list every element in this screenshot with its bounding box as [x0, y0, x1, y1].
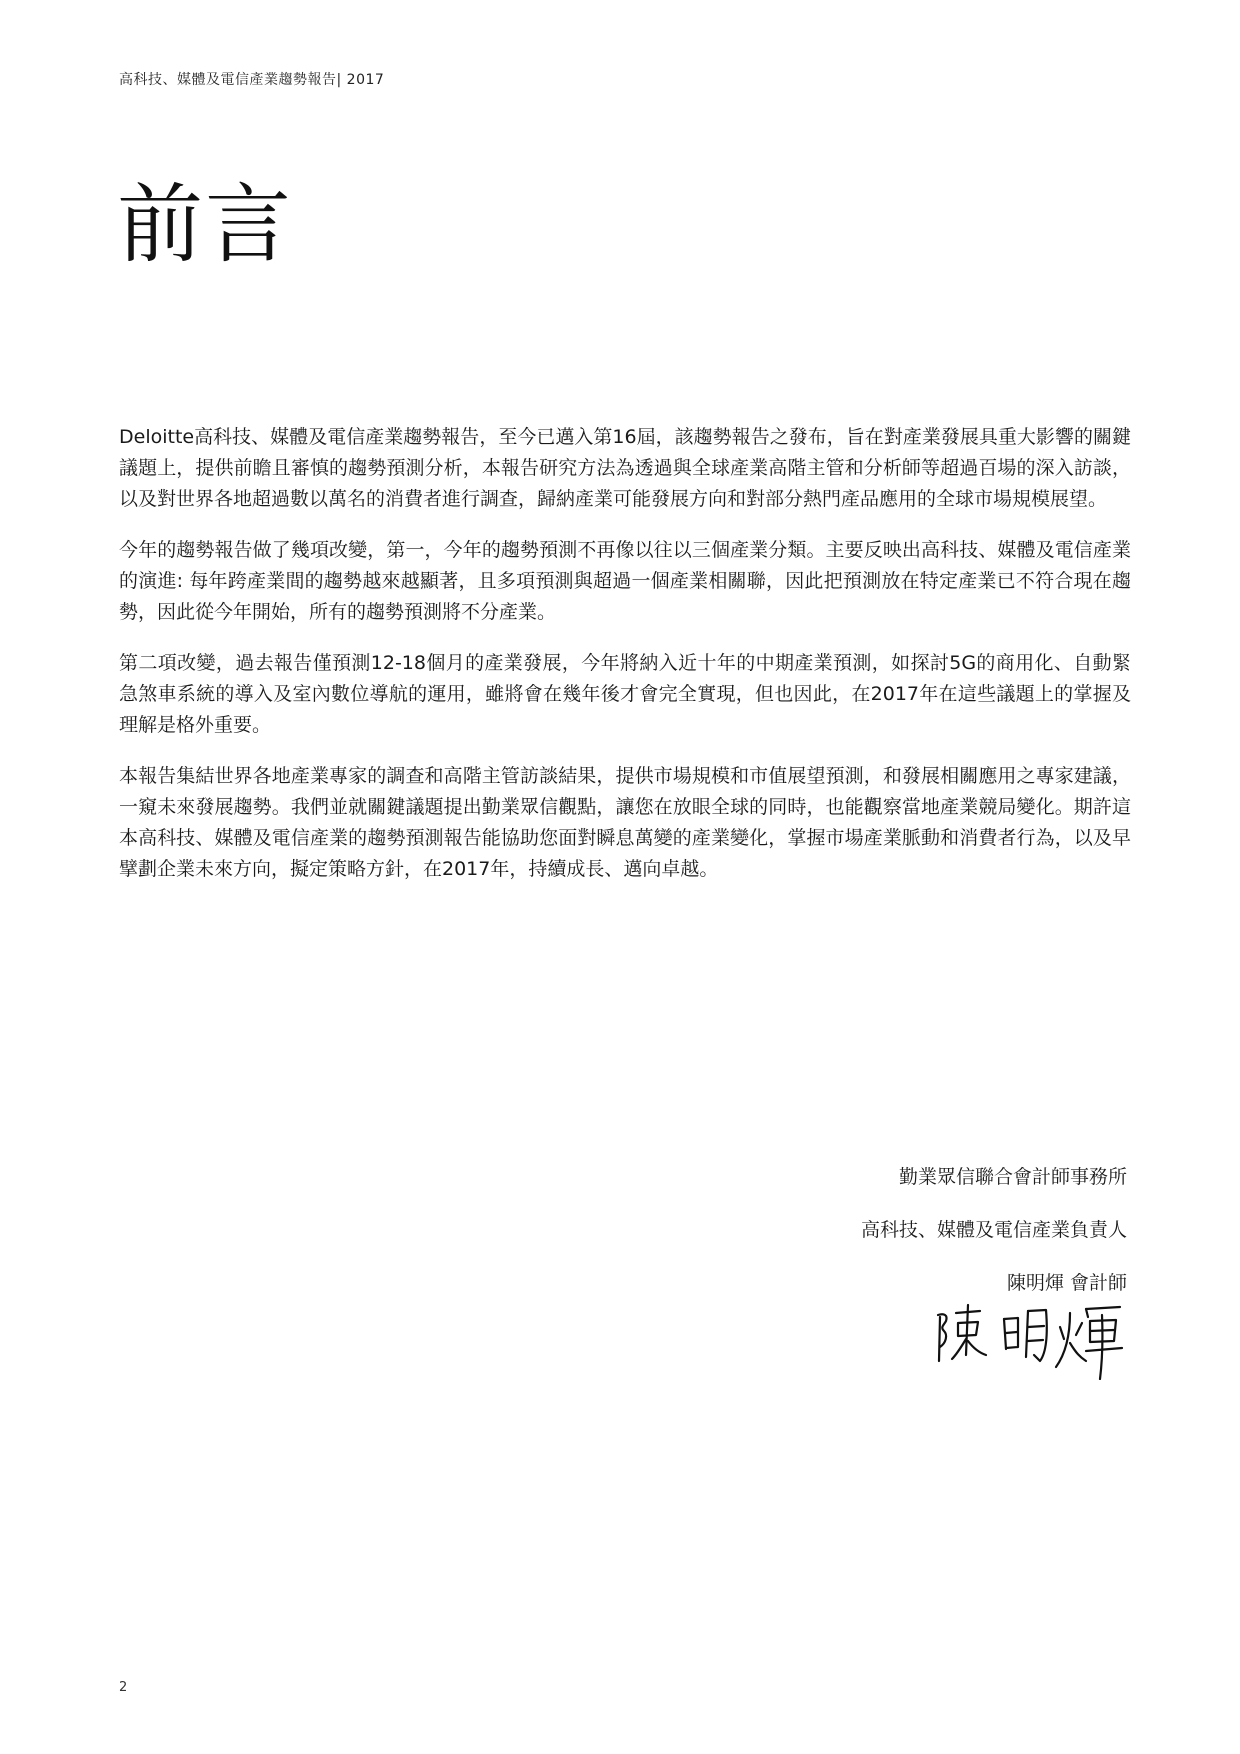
signatory-role: 高科技、媒體及電信產業負責人	[860, 1219, 1127, 1241]
signatory-name: 陳明煇 會計師	[1006, 1272, 1127, 1294]
running-header: 高科技、媒體及電信產業趨勢報告| 2017	[119, 72, 385, 88]
page-number: 2	[119, 1680, 128, 1695]
paragraph-2: 今年的趨勢報告做了幾項改變，第一，今年的趨勢預測不再像以往以三個產業分類。主要反映出高科技、媒體及電信產業的演進: 每年跨產業間的趨勢越來越顯著，且多項預測與超過一個產業相關聯，因此把預測放在特定產業已不符合現在趨勢，因此從今年開始，所有的趨勢預測將不分產業。	[119, 539, 1131, 623]
paragraph-3: 第二項改變，過去報告僅預測12-18個月的產業發展，今年將納入近十年的中期產業預測，如探討5G的商用化、自動緊急煞車系統的導入及室內數位導航的運用，雖將會在幾年後才會完全實現，但也因此，在2017年在這些議題上的掌握及理解是格外重要。	[119, 652, 1131, 736]
firm-name: 勤業眾信聯合會計師事務所	[898, 1166, 1127, 1188]
handwritten-signature	[930, 1295, 1130, 1380]
paragraph-1: Deloitte高科技、媒體及電信產業趨勢報告，至今已邁入第16屆，該趨勢報告之發布，旨在對產業發展具重大影響的關鍵議題上，提供前瞻且審慎的趨勢預測分析，本報告研究方法為透過與全球產業高階主管和分析師等超過百場的深入訪談，以及對世界各地超過數以萬名的消費者進行調查，歸納產業可能發展方向和對部分熱門產品應用的全球市場規模展望。	[119, 426, 1131, 510]
paragraph-4: 本報告集結世界各地產業專家的調查和高階主管訪談結果，提供市場規模和市值展望預測，和發展相關應用之專家建議，一窺未來發展趨勢。我們並就關鍵議題提出勤業眾信觀點，讓您在放眼全球的同時，也能觀察當地產業競局變化。期許這本高科技、媒體及電信產業的趨勢預測報告能協助您面對瞬息萬變的產業變化，掌握市場產業脈動和消費者行為，以及早擘劃企業未來方向，擬定策略方針，在2017年，持續成長、邁向卓越。	[119, 765, 1131, 880]
page-title: 前言	[117, 175, 293, 275]
body-text	[119, 422, 1131, 905]
